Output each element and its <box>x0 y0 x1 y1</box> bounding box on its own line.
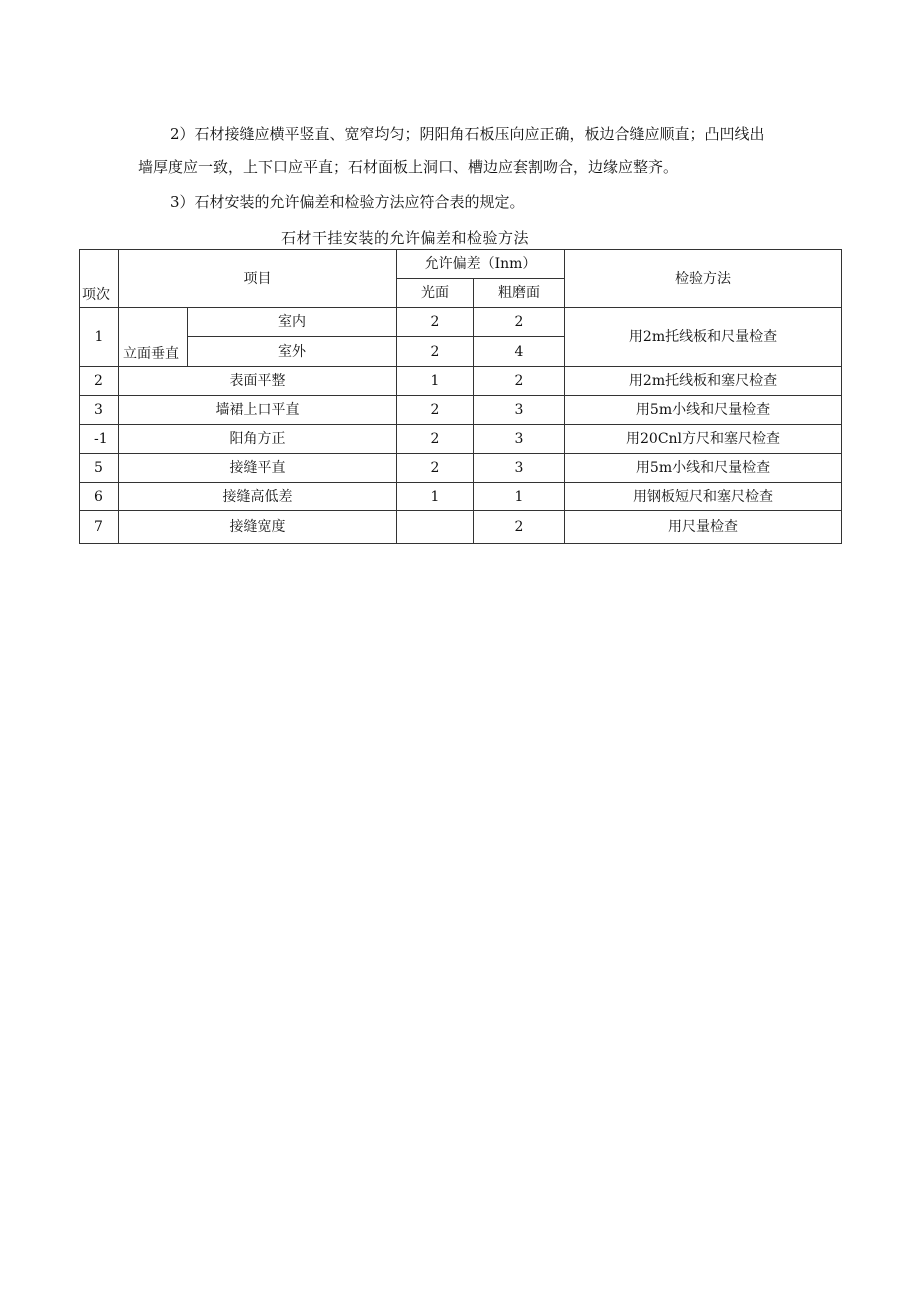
header-row-1 <box>80 250 842 279</box>
row-seq: -1 <box>80 425 119 454</box>
table-row <box>80 511 842 544</box>
row-subitem: 室外 <box>188 337 397 367</box>
row-method: 用尺量检查 <box>565 511 842 544</box>
header-polished: 光面 <box>397 279 474 308</box>
row-rough: 2 <box>474 511 565 544</box>
paragraph-2-line-1: 2）石材接缝应横平竖直、宽窄均匀；阴阳角石板压向应正确，板边合缝应顺直；凸凹线出 <box>170 125 765 143</box>
row-method: 用5m小线和尺量检查 <box>565 454 842 483</box>
row-polished: 2 <box>397 425 474 454</box>
row-subitem: 室内 <box>188 308 397 337</box>
tolerance-table <box>79 249 842 544</box>
row-rough: 3 <box>474 454 565 483</box>
header-rough: 粗磨面 <box>474 279 565 308</box>
row-polished: 1 <box>397 483 474 511</box>
table-row <box>80 483 842 511</box>
row-method: 用2m托线板和尺量检查 <box>565 308 842 367</box>
row-polished: 2 <box>397 396 474 425</box>
row-method: 用20Cnl方尺和塞尺检查 <box>565 425 842 454</box>
table-row <box>80 454 842 483</box>
row-seq: 3 <box>80 396 119 425</box>
row-rough: 3 <box>474 425 565 454</box>
row-item: 接缝平直 <box>119 454 397 483</box>
row-rough: 3 <box>474 396 565 425</box>
row-polished: 2 <box>397 454 474 483</box>
row-seq: 7 <box>80 511 119 544</box>
row-item: 阳角方正 <box>119 425 397 454</box>
header-seq: 项次 <box>80 250 119 308</box>
header-tolerance: 允许偏差（Inm） <box>397 250 565 279</box>
row-polished: 2 <box>397 337 474 367</box>
row-item-group: 立面垂直 <box>119 308 188 367</box>
row-item: 接缝高低差 <box>119 483 397 511</box>
header-item: 项目 <box>119 250 397 308</box>
row-rough: 2 <box>474 367 565 396</box>
row-seq: 6 <box>80 483 119 511</box>
row-rough: 1 <box>474 483 565 511</box>
row-method: 用钢板短尺和塞尺检查 <box>565 483 842 511</box>
row-seq: 5 <box>80 454 119 483</box>
header-method: 检验方法 <box>565 250 842 308</box>
table-row <box>80 425 842 454</box>
row-method: 用2m托线板和塞尺检查 <box>565 367 842 396</box>
table-caption: 石材干挂安装的允许偏差和检验方法 <box>281 229 530 247</box>
table-row <box>80 367 842 396</box>
row-polished: 2 <box>397 308 474 337</box>
row-polished <box>397 511 474 544</box>
table-row <box>80 308 842 337</box>
row-method: 用5m小线和尺量检查 <box>565 396 842 425</box>
table-row <box>80 396 842 425</box>
paragraph-2-line-2: 墙厚度应一致，上下口应平直；石材面板上洞口、槽边应套割吻合，边缘应整齐。 <box>138 158 679 176</box>
row-polished: 1 <box>397 367 474 396</box>
row-rough: 4 <box>474 337 565 367</box>
row-item: 表面平整 <box>119 367 397 396</box>
row-rough: 2 <box>474 308 565 337</box>
row-seq: 1 <box>80 308 119 367</box>
paragraph-3: 3）石材安装的允许偏差和检验方法应符合表的规定。 <box>170 193 525 211</box>
row-item: 墙裙上口平直 <box>119 396 397 425</box>
row-seq: 2 <box>80 367 119 396</box>
row-item: 接缝宽度 <box>119 511 397 544</box>
